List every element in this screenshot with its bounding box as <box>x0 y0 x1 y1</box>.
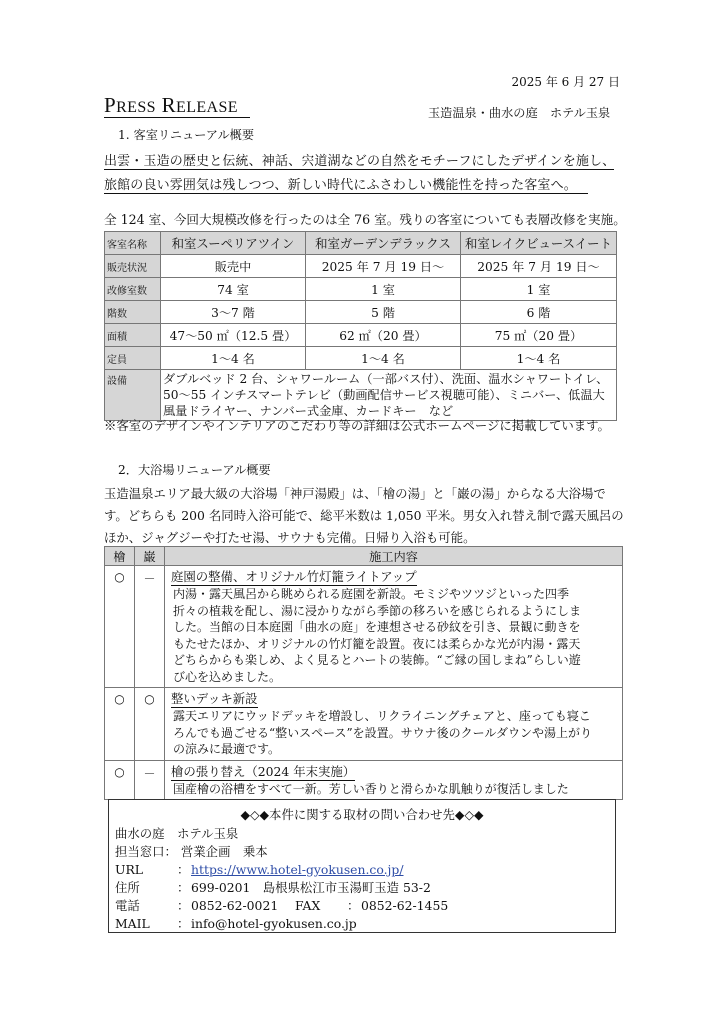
work-title: 檜の張り替え（2024 年末実施） <box>171 763 356 779</box>
row-label: 販売状況 <box>105 255 161 278</box>
section1-heading: 1. 客室リニューアル概要 <box>118 128 255 142</box>
work-title: 庭園の整備、オリジナル竹灯籠ライトアップ <box>171 569 417 584</box>
fax-key: FAX <box>295 898 321 913</box>
room-name-garden-deluxe: 和室ガーデンデラックス <box>306 232 461 255</box>
table-cell: 販売中 <box>161 255 306 278</box>
table-cell: 3〜7 階 <box>161 301 306 324</box>
url-colon: ： <box>177 862 190 877</box>
contact-person-row <box>115 842 268 860</box>
release-date: 2025 年 6 月 27 日 <box>511 75 620 89</box>
mail-colon: ： <box>177 916 190 931</box>
contact-heading: ◆◇◆本件に関する取材の問い合わせ先◆◇◆ <box>240 807 484 822</box>
contact-address-row <box>115 878 431 896</box>
work-item <box>165 566 623 688</box>
equipment-list: ダブルベッド 2 台、シャワールーム（一部バス付）、洗面、温水シャワートイレ、50〜55 インチスマートテレビ（動画配信サービス視聴可能）、ミニバー、低温大風量ドライヤー、ナンバー式金庫、カードキー など <box>161 370 617 421</box>
contact-mail-row <box>115 914 357 932</box>
row-label: 定員 <box>105 347 161 370</box>
contact-phone-row <box>115 896 448 914</box>
mail-value[interactable]: info@hotel-gyokusen.co.jp <box>191 916 357 931</box>
table-cell: 5 階 <box>306 301 461 324</box>
contact-hotel-name: 曲水の庭 ホテル玉泉 <box>115 826 239 841</box>
bath-works-table <box>104 546 623 800</box>
work-item <box>165 760 623 800</box>
bath-description-line-2: す。どちらも 200 名同時入浴可能で、総平米数は 1,050 平米。男女入れ替え制で露天風呂の <box>104 508 624 523</box>
table-cell: 74 室 <box>161 278 306 301</box>
rooms-intro: 全 124 室、今回大規模改修を行ったのは全 76 室。残りの客室についても表層改修を実施。 <box>104 212 626 227</box>
fax-value: 0852-62-1455 <box>361 898 449 913</box>
equipment-label: 設備 <box>105 370 161 421</box>
col-iwao-header: 巌 <box>135 547 165 566</box>
bath-description-line-1: 玉造温泉エリア最大級の大浴場「神戸湯殿」は、「檜の湯」と「巌の湯」からなる大浴場で <box>104 486 606 501</box>
work-description: 露天エリアにウッドデッキを増設し、リクライニングチェアと、座っても寝こ ろんでも過ごせる“整いスペース”を設置。サウナ後のクールダウンや湯上がり の涼みに最適です。 <box>173 709 592 756</box>
title-letter-p: P <box>104 93 117 117</box>
title-letters-ress: RESS <box>116 99 156 116</box>
table-row <box>105 278 617 301</box>
room-name-superior-twin: 和室スーペリアツイン <box>161 232 306 255</box>
table-cell: 2025 年 7 月 19 日〜 <box>461 255 617 278</box>
contact-box <box>108 799 616 933</box>
press-release-title <box>104 93 238 118</box>
col-hinoki-header: 檜 <box>105 547 135 566</box>
phone-value: 0852-62-0021 <box>191 898 279 913</box>
url-key: URL <box>115 862 143 877</box>
fax-colon: ： <box>347 898 360 913</box>
work-title: 整いデッキ新設 <box>171 691 258 706</box>
table-cell: 6 階 <box>461 301 617 324</box>
table-cell: 47〜50 ㎡（12.5 畳） <box>161 324 306 347</box>
mail-key: MAIL <box>115 916 150 931</box>
table-cell: 75 ㎡（20 畳） <box>461 324 617 347</box>
contact-person-key: 担当窓口： <box>115 844 177 859</box>
rooms-table <box>104 231 617 421</box>
works-header-row <box>105 547 623 566</box>
table-row <box>105 566 623 688</box>
contact-url-row <box>115 860 404 878</box>
hinoki-mark: ○ <box>105 566 135 688</box>
table-cell: 1 室 <box>306 278 461 301</box>
iwao-mark: ○ <box>135 688 165 761</box>
rooms-table-header-row <box>105 232 617 255</box>
lead-line-1-underline <box>104 169 614 170</box>
table-row <box>105 255 617 278</box>
bath-description-line-3: ほか、ジャグジーや打たせ湯、サウナも完備。日帰り入浴も可能。 <box>104 530 476 545</box>
iwao-mark: － <box>135 566 165 688</box>
row-label: 階数 <box>105 301 161 324</box>
title-letter-r: R <box>161 93 177 117</box>
table-cell: 1〜4 名 <box>161 347 306 370</box>
rooms-note: ※客室のデザインやインテリアのこだわり等の詳細は公式ホームページに掲載しています。 <box>104 418 610 433</box>
col-work-header: 施工内容 <box>165 547 623 566</box>
work-description: 内湯・露天風呂から眺められる庭園を新設。モミジやツツジといった四季 折々の植栽を配し、湯に浸かりながら季節の移ろいを感じられるようにしま した。当館の日本庭園「曲水の庭」を連想させる砂紋を引き、景観に動きを もたせたほか、オリジナルの竹灯籠を設置。夜には柔らかな光が内湯・露天 どちらからも楽しめ、よく見るとハートの装飾。“ご縁の国しまね”らしい遊 び心を込めました。 <box>173 587 582 684</box>
room-name-lakeview-suite: 和室レイクビュースイート <box>461 232 617 255</box>
address-value: 699-0201 島根県松江市玉湯町玉造 53-2 <box>191 880 431 895</box>
table-cell: 62 ㎡（20 畳） <box>306 324 461 347</box>
row-label: 改修室数 <box>105 278 161 301</box>
row-label: 面積 <box>105 324 161 347</box>
phone-colon: ： <box>177 898 190 913</box>
table-row <box>105 301 617 324</box>
contact-person-value: 営業企画 乗本 <box>180 844 268 859</box>
work-description: 国産檜の浴槽をすべて一新。芳しい香りと滑らかな肌触りが復活しました <box>173 781 569 796</box>
table-cell: 2025 年 7 月 19 日〜 <box>306 255 461 278</box>
lead-line-1: 出雲・玉造の歴史と伝統、神話、宍道湖などの自然をモチーフにしたデザインを施し、 <box>104 154 616 169</box>
table-row <box>105 324 617 347</box>
lead-line-2-underline <box>104 193 588 194</box>
hinoki-mark: ○ <box>105 688 135 761</box>
table-row <box>105 688 623 761</box>
url-link[interactable]: https://www.hotel-gyokusen.co.jp/ <box>191 862 404 877</box>
address-key: 住所 <box>115 880 140 895</box>
table-cell: 1〜4 名 <box>306 347 461 370</box>
organization-name: 玉造温泉・曲水の庭 ホテル玉泉 <box>428 106 611 120</box>
hinoki-mark: ○ <box>105 760 135 800</box>
table-row <box>105 760 623 800</box>
equipment-row <box>105 370 617 421</box>
work-item <box>165 688 623 761</box>
table-cell: 1〜4 名 <box>461 347 617 370</box>
address-colon: ： <box>177 880 190 895</box>
section2-heading: 2．大浴場リニューアル概要 <box>118 463 271 477</box>
table-cell: 1 室 <box>461 278 617 301</box>
phone-key: 電話 <box>115 898 140 913</box>
title-letters-elease: ELEASE <box>176 99 238 116</box>
room-name-label: 客室名称 <box>105 232 161 255</box>
table-row <box>105 347 617 370</box>
iwao-mark: － <box>135 760 165 800</box>
title-underline <box>104 117 250 118</box>
lead-line-2: 旅館の良い雰囲気は残しつつ、新しい時代にふさわしい機能性を持った客室へ。 <box>104 178 577 193</box>
